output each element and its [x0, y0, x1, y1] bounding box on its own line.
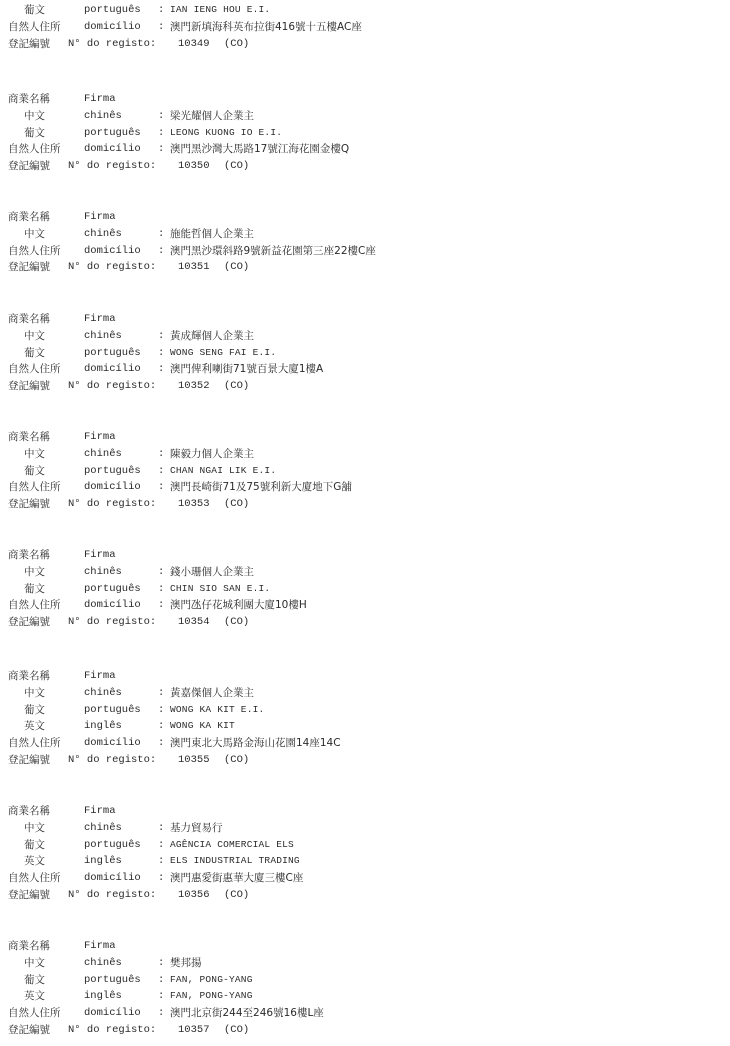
field-label-pt: português [84, 126, 141, 139]
reg-label-pt: N° do registo: [68, 261, 157, 274]
field-row-portugues [8, 581, 708, 598]
field-label-cn: 自然人住所 [8, 872, 61, 885]
field-separator: : [158, 565, 165, 578]
field-label-cn: 中文 [24, 227, 45, 240]
firma-label-pt: Firma [84, 431, 116, 443]
reg-label-pt: N° do registo: [68, 1023, 157, 1036]
reg-label-pt: N° do registo: [68, 380, 157, 393]
field-label-cn: 英文 [24, 720, 45, 733]
field-value: 黃嘉傑個人企業主 [170, 686, 254, 699]
registration-row [8, 752, 708, 769]
field-label-cn: 英文 [24, 990, 45, 1003]
reg-suffix: (CO) [224, 498, 250, 511]
firma-row [8, 91, 708, 108]
field-value: FAN, PONG-YANG [170, 973, 253, 985]
field-value: 澳門北京街244至246號16樓L座 [170, 1007, 324, 1020]
field-label-pt: domicílio [84, 872, 141, 885]
field-row-chines [8, 328, 708, 345]
field-label-cn: 自然人住所 [8, 599, 61, 612]
field-label-pt: domicílio [84, 481, 141, 494]
reg-label-pt: N° do registo: [68, 498, 157, 511]
reg-suffix: (CO) [224, 616, 250, 629]
field-label-pt: chinês [84, 329, 122, 342]
field-label-pt: chinês [84, 686, 122, 699]
field-row-domicilio [8, 870, 708, 887]
firma-label-cn: 商業名稱 [8, 431, 50, 443]
field-row-domicilio [8, 597, 708, 614]
firma-label-pt: Firma [84, 805, 116, 817]
field-label-pt: chinês [84, 109, 122, 122]
field-label-cn: 中文 [24, 565, 45, 578]
field-separator: : [158, 973, 165, 986]
reg-label-cn: 登記編號 [8, 1023, 50, 1036]
firma-row [8, 803, 708, 820]
field-value: ELS INDUSTRIAL TRADING [170, 855, 300, 867]
registry-entry-10352 [8, 311, 708, 395]
registry-entry-10357 [8, 938, 708, 1039]
registration-row [8, 36, 708, 53]
reg-label-cn: 登記編號 [8, 498, 50, 511]
firma-label-pt: Firma [84, 211, 116, 223]
reg-suffix: (CO) [224, 380, 250, 393]
registry-entry-10351 [8, 209, 708, 276]
firma-label-pt: Firma [84, 940, 116, 952]
registration-row [8, 259, 708, 276]
field-value: 澳門俾利喇街71號百景大廈1樓A [170, 363, 324, 376]
registration-row [8, 1022, 708, 1039]
firma-label-cn: 商業名稱 [8, 549, 50, 561]
field-row-portugues [8, 702, 708, 719]
field-label-cn: 中文 [24, 329, 45, 342]
field-value: 澳門黑沙環斜路9號新益花園第三座22樓C座 [170, 244, 376, 257]
field-row-portugues [8, 345, 708, 362]
field-value: 陳毅力個人企業主 [170, 447, 254, 460]
field-separator: : [158, 838, 165, 851]
field-separator: : [158, 143, 165, 156]
reg-label-cn: 登記編號 [8, 888, 50, 901]
field-label-cn: 中文 [24, 956, 45, 969]
field-label-pt: português [84, 838, 141, 851]
field-label-pt: português [84, 703, 141, 716]
field-label-pt: português [84, 582, 141, 595]
field-label-pt: inglês [84, 990, 122, 1003]
field-separator: : [158, 703, 165, 716]
field-separator: : [158, 872, 165, 885]
field-label-cn: 葡文 [24, 126, 45, 139]
registry-entry-10356 [8, 803, 708, 904]
field-label-cn: 自然人住所 [8, 244, 61, 257]
reg-label-cn: 登記編號 [8, 261, 50, 274]
field-label-cn: 葡文 [24, 464, 45, 477]
field-label-pt: domicílio [84, 737, 141, 750]
registry-entry-10349 [8, 2, 708, 52]
reg-label-cn: 登記編號 [8, 616, 50, 629]
field-label-cn: 自然人住所 [8, 481, 61, 494]
field-value: 梁光耀個人企業主 [170, 109, 254, 122]
field-value: CHAN NGAI LIK E.I. [170, 464, 277, 476]
field-label-pt: português [84, 346, 141, 359]
firma-label-cn: 商業名稱 [8, 805, 50, 817]
registry-entry-10350 [8, 91, 708, 175]
field-separator: : [158, 582, 165, 595]
field-row-portugues [8, 837, 708, 854]
field-separator: : [158, 1007, 165, 1020]
field-separator: : [158, 855, 165, 868]
field-value: 澳門新填海科英布拉街416號十五樓AC座 [170, 20, 362, 33]
field-label-cn: 中文 [24, 109, 45, 122]
field-value: 澳門黑沙灣大馬路17號江海花園金樓Q [170, 143, 350, 156]
field-separator: : [158, 720, 165, 733]
field-label-cn: 自然人住所 [8, 363, 61, 376]
field-separator: : [158, 346, 165, 359]
field-row-portugues [8, 972, 708, 989]
field-label-pt: domicílio [84, 363, 141, 376]
field-label-pt: chinês [84, 565, 122, 578]
field-value: WONG KA KIT E.I. [170, 703, 265, 715]
field-label-cn: 中文 [24, 447, 45, 460]
firma-label-pt: Firma [84, 670, 116, 682]
reg-suffix: (CO) [224, 261, 250, 274]
field-separator: : [158, 363, 165, 376]
registry-entry-10355 [8, 668, 708, 769]
field-label-cn: 中文 [24, 686, 45, 699]
field-separator: : [158, 956, 165, 969]
firma-row [8, 938, 708, 955]
field-value: 施能哲個人企業主 [170, 227, 254, 240]
field-label-cn: 自然人住所 [8, 737, 61, 750]
reg-number: 10353 [178, 498, 210, 511]
reg-number: 10350 [178, 160, 210, 173]
reg-label-cn: 登記編號 [8, 753, 50, 766]
field-separator: : [158, 109, 165, 122]
firma-label-pt: Firma [84, 93, 116, 105]
field-row-domicilio [8, 1005, 708, 1022]
field-row-domicilio [8, 141, 708, 158]
field-row-chines [8, 108, 708, 125]
registration-row [8, 496, 708, 513]
field-label-cn: 葡文 [24, 703, 45, 716]
registry-entry-10354 [8, 547, 708, 631]
reg-suffix: (CO) [224, 160, 250, 173]
field-separator: : [158, 464, 165, 477]
firma-row [8, 668, 708, 685]
field-label-pt: chinês [84, 447, 122, 460]
field-label-cn: 自然人住所 [8, 143, 61, 156]
field-label-pt: chinês [84, 227, 122, 240]
reg-number: 10357 [178, 1023, 210, 1036]
field-label-pt: chinês [84, 956, 122, 969]
field-row-ingles [8, 853, 708, 870]
field-value: 基力貿易行 [170, 821, 223, 834]
field-separator: : [158, 821, 165, 834]
field-value: FAN, PONG-YANG [170, 990, 253, 1002]
field-label-pt: português [84, 973, 141, 986]
field-row-portugues [8, 125, 708, 142]
reg-number: 10349 [178, 37, 210, 50]
field-value: 澳門東北大馬路金海山花園14座14C [170, 737, 341, 750]
field-label-pt: domicílio [84, 599, 141, 612]
reg-label-pt: N° do registo: [68, 37, 157, 50]
field-row-chines [8, 820, 708, 837]
reg-number: 10352 [178, 380, 210, 393]
field-value: AGÊNCIA COMERCIAL ELS [170, 838, 294, 850]
firma-label-cn: 商業名稱 [8, 211, 50, 223]
field-value: 澳門氹仔花城利團大廈10樓H [170, 599, 307, 612]
field-label-cn: 葡文 [24, 4, 45, 16]
firma-row [8, 311, 708, 328]
reg-suffix: (CO) [224, 1023, 250, 1036]
field-label-pt: domicílio [84, 244, 141, 257]
field-separator: : [158, 20, 165, 33]
reg-label-pt: N° do registo: [68, 160, 157, 173]
field-value: WONG KA KIT [170, 720, 235, 732]
field-label-cn: 自然人住所 [8, 1007, 61, 1020]
field-label-cn: 自然人住所 [8, 20, 61, 33]
field-separator: : [158, 481, 165, 494]
reg-label-cn: 登記編號 [8, 160, 50, 173]
reg-suffix: (CO) [224, 753, 250, 766]
firma-row [8, 547, 708, 564]
firma-label-cn: 商業名稱 [8, 670, 50, 682]
field-row-portugues [8, 463, 708, 480]
registration-row [8, 887, 708, 904]
field-value: 澳門長崎街71及75號利新大廈地下G舖 [170, 481, 352, 494]
registration-row [8, 158, 708, 175]
field-separator: : [158, 4, 165, 16]
reg-suffix: (CO) [224, 37, 250, 50]
registration-row [8, 378, 708, 395]
field-value: CHIN SIO SAN E.I. [170, 582, 271, 594]
registry-entry-10353 [8, 429, 708, 513]
field-row-domicilio [8, 479, 708, 496]
field-label-cn: 葡文 [24, 582, 45, 595]
reg-label-cn: 登記編號 [8, 37, 50, 50]
reg-number: 10356 [178, 888, 210, 901]
field-label-pt: português [84, 464, 141, 477]
field-label-cn: 中文 [24, 821, 45, 834]
reg-label-pt: N° do registo: [68, 888, 157, 901]
field-label-pt: inglês [84, 855, 122, 868]
field-label-pt: domicílio [84, 143, 141, 156]
reg-label-cn: 登記編號 [8, 380, 50, 393]
field-separator: : [158, 737, 165, 750]
field-label-cn: 英文 [24, 855, 45, 868]
reg-label-pt: N° do registo: [68, 616, 157, 629]
reg-number: 10354 [178, 616, 210, 629]
field-label-cn: 葡文 [24, 346, 45, 359]
field-separator: : [158, 329, 165, 342]
field-label-cn: 葡文 [24, 838, 45, 851]
field-value: LEONG KUONG IO E.I. [170, 126, 283, 138]
field-separator: : [158, 244, 165, 257]
firma-label-cn: 商業名稱 [8, 313, 50, 325]
field-row-ingles [8, 988, 708, 1005]
field-label-pt: domicílio [84, 20, 141, 33]
field-value: 錢小珊個人企業主 [170, 565, 254, 578]
field-value: 澳門惠愛街惠華大廈三樓C座 [170, 872, 304, 885]
field-value: WONG SENG FAI E.I. [170, 346, 277, 358]
field-row-chines [8, 955, 708, 972]
field-label-cn: 葡文 [24, 973, 45, 986]
registration-row [8, 614, 708, 631]
field-label-pt: chinês [84, 821, 122, 834]
field-separator: : [158, 599, 165, 612]
field-separator: : [158, 126, 165, 139]
firma-row [8, 209, 708, 226]
field-row-chines [8, 226, 708, 243]
field-row-domicilio [8, 361, 708, 378]
firma-label-pt: Firma [84, 313, 116, 325]
field-separator: : [158, 447, 165, 460]
firma-label-pt: Firma [84, 549, 116, 561]
firma-label-cn: 商業名稱 [8, 93, 50, 105]
field-value: IAN IENG HOU E.I. [170, 4, 271, 15]
field-label-pt: inglês [84, 720, 122, 733]
firma-label-cn: 商業名稱 [8, 940, 50, 952]
field-label-pt: domicílio [84, 1007, 141, 1020]
field-row-chines [8, 685, 708, 702]
reg-number: 10351 [178, 261, 210, 274]
field-row-domicilio [8, 735, 708, 752]
field-row-chines [8, 446, 708, 463]
reg-number: 10355 [178, 753, 210, 766]
field-row-domicilio [8, 19, 708, 36]
field-value: 樊邦揚 [170, 956, 202, 969]
field-row-chines [8, 564, 708, 581]
field-value: 黃成輝個人企業主 [170, 329, 254, 342]
field-row-portugues [8, 2, 708, 19]
reg-label-pt: N° do registo: [68, 753, 157, 766]
firma-row [8, 429, 708, 446]
field-separator: : [158, 990, 165, 1003]
reg-suffix: (CO) [224, 888, 250, 901]
field-label-pt: português [84, 4, 141, 16]
field-row-domicilio [8, 243, 708, 260]
field-separator: : [158, 686, 165, 699]
field-row-ingles [8, 718, 708, 735]
field-separator: : [158, 227, 165, 240]
